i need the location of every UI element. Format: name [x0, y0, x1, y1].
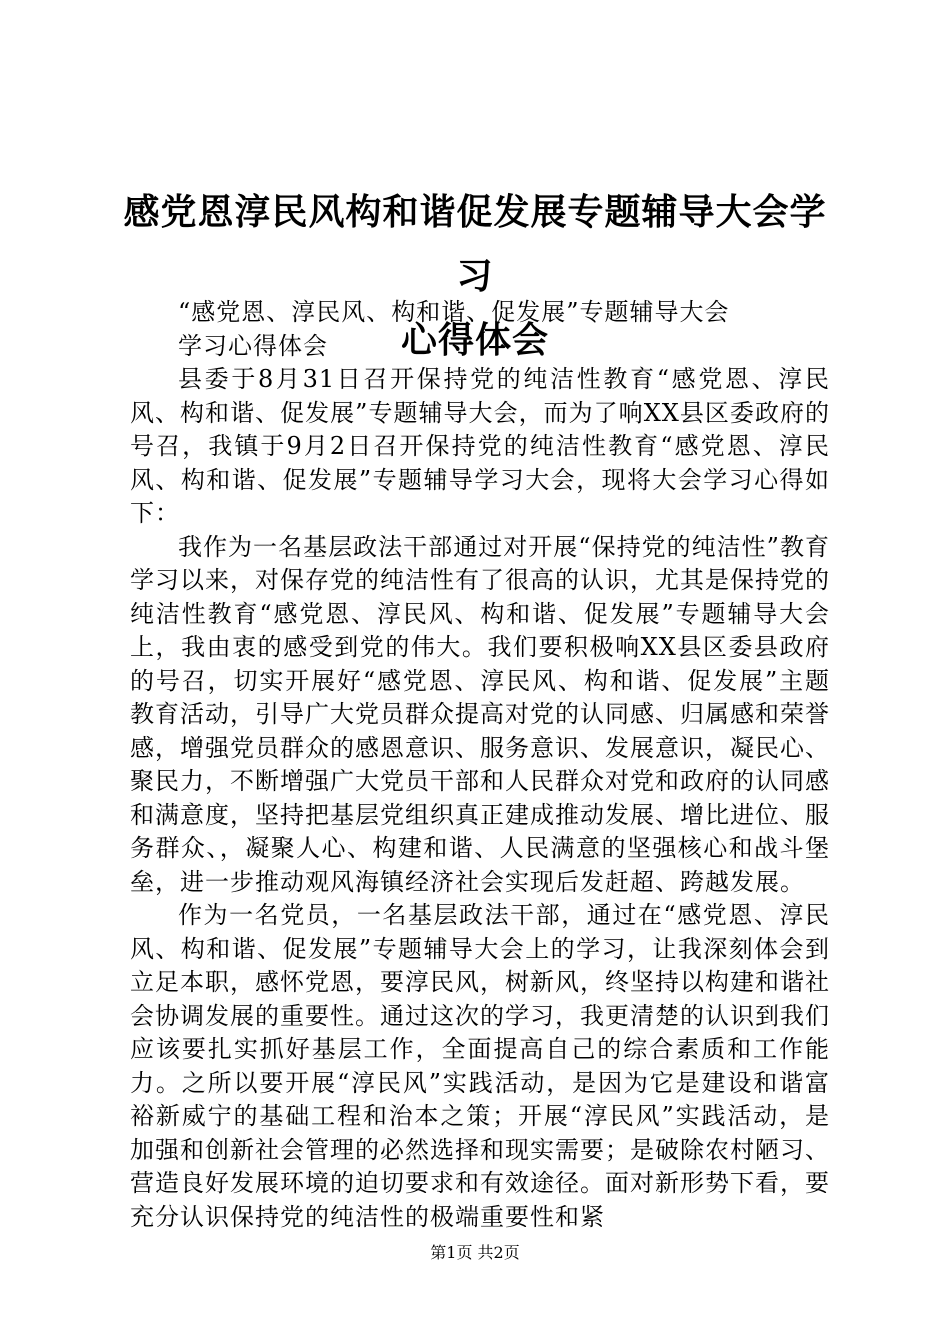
subtitle-line-1: “感党恩、淳民风、构和谐、促发展”专题辅导大会 — [178, 298, 730, 326]
paragraph: 作为一名党员，一名基层政法干部，通过在“感党恩、淳民风、构和谐、促发展”专题辅导大会上的学习，让我深刻体会到立足本职，感怀党恩，要淳民风，树新风，终坚持以构建和谐社会协调发展的重要性。通过这次的学习，我更清楚的认识到我们应该要扎实抓好基层工作，全面提高自己的综合素质和工作能力。之所以要开展“淳民风”实践活动，是因为它是建设和谐富裕新威宁的基础工程和治本之策；开展“淳民风”实践活动，是加强和创新社会管理的必然选择和现实需要；是破除农村陋习、营造良好发展环境的迫切要求和有效途径。面对新形势下看，要充分认识保持党的纯洁性的极端重要性和紧 — [130, 901, 830, 1231]
subtitle-line-2: 学习心得体会 — [178, 331, 328, 360]
page-footer: 第1页 共2页 — [430, 1243, 520, 1262]
document-body — [130, 296, 830, 1234]
title-line-2: 心得体会 — [400, 319, 549, 361]
paragraph: 县委于8月31日召开保持党的纯洁性教育“感党恩、淳民风、构和谐、促发展”专题辅导大会，而为了响XX县区委政府的号召，我镇于9月2日召开保持党的纯洁性教育“感党恩、淳民风、构和谐、促发展”专题辅导学习大会，现将大会学习心得如下： — [130, 365, 830, 527]
paragraph: 我作为一名基层政法干部通过对开展“保持党的纯洁性”教育学习以来，对保存党的纯洁性有了很高的认识，尤其是保持党的纯洁性教育“感党恩、淳民风、构和谐、促发展”专题辅导大会上，我由衷的感受到党的伟大。我们要积极响XX县区委县政府的号召，切实开展好“感党恩、淳民风、构和谐、促发展”主题教育活动，引导广大党员群众提高对党的认同感、归属感和荣誉感，增强党员群众的感恩意识、服务意识、发展意识，凝民心、聚民力，不断增强广大党员干部和人民群众对党和政府的认同感和满意度，坚持把基层党组织真正建成推动发展、增比进位、服务群众、，凝聚人心、构建和谐、人民满意的坚强核心和战斗堡垒，进一步推动观风海镇经济社会实现后发赶超、跨越发展。 — [130, 532, 830, 896]
title-line-1: 感党恩淳民风构和谐促发展专题辅导大会学习 — [123, 191, 827, 297]
